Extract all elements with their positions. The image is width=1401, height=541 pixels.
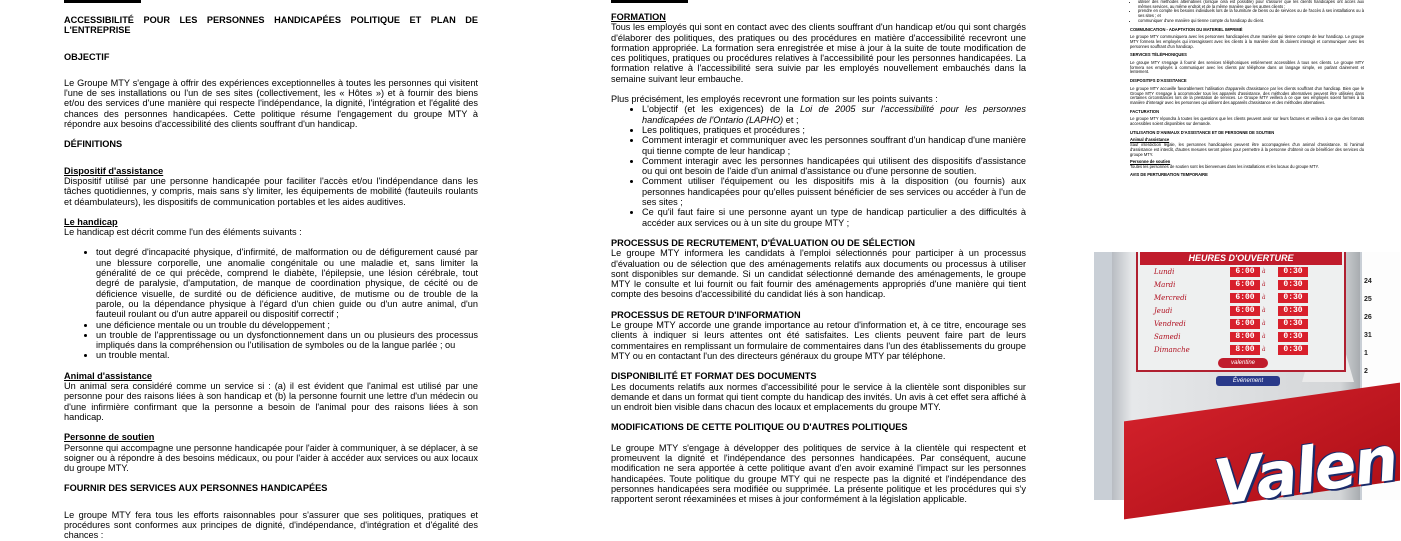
dispo-heading: DISPONIBILITÉ ET FORMAT DES DOCUMENTS [611, 371, 817, 382]
handicap-intro: Le handicap est décrit comme l'un des éléments suivants : [64, 227, 302, 238]
list-item: • utiliser des méthodes alternatives (lorsque cela est possible) pour s'assurer que les clients handicapés ont accès aux mêmes services, au même endroit et de la même manière que les autres clients ; [1138, 0, 1364, 9]
hours-to: à [1262, 333, 1266, 340]
page-top-rule [64, 0, 141, 3]
hours-open: 8:00 [1230, 345, 1260, 355]
hours-to: à [1262, 346, 1266, 353]
window-sticker: Événement [1216, 376, 1280, 386]
soutien-term: Personne de soutien [64, 432, 155, 443]
page-2-column [611, 12, 1026, 504]
fourniture-text: Le groupe MTY fera tous les efforts raisonnables pour s'assurer que ses politiques, pratiques et procédures sont conformes aux principes de dignité, d'indépendance, d'intégration et d'égalité des chances : [64, 509, 478, 541]
animal-text: Un animal sera considéré comme un service si : (a) il est évident que l'animal est utilisé par une personne pour des raisons liées à son handicap et (b) la personne fournit une lettre d'un médecin ou d'une infirmière confirmant que la personne a besoin de l'animal pour des raisons liées à son handicap. [64, 381, 478, 422]
comm-text: Le groupe MTY communiquera avec les personnes handicapées d'une manière qui tienne compte de leur handicap. Le groupe MTY formera les employés qui interagissent avec les clients à la manière dont ils doivent interagir et communiquer avec les personnes souffrant d'un handicap. [1130, 34, 1364, 49]
recrutement-heading: PROCESSUS DE RECRUTEMENT, D'ÉVALUATION OU DE SÉLECTION [611, 237, 916, 248]
hours-row [1142, 268, 1342, 280]
poster-number: 26 [1364, 314, 1372, 321]
list-item: • prendre en compte les besoins individuels lors de la fourniture de biens ou de services ou de l'accès à ses installations ou à ses sites ; et [1138, 9, 1364, 18]
hours-to: à [1262, 294, 1266, 301]
page-3-column [1130, 0, 1364, 177]
hours-close: 0:30 [1278, 345, 1308, 355]
poster-number: 31 [1364, 332, 1372, 339]
modif-heading: MODIFICATIONS DE CETTE POLITIQUE OU D'AUTRES POLITIQUES [611, 422, 908, 433]
hours-to: à [1262, 281, 1266, 288]
hours-day: Mercredi [1154, 294, 1187, 302]
document-page-2 [548, 0, 1088, 505]
definitions-heading: DÉFINITIONS [64, 139, 123, 150]
handicap-list [64, 247, 478, 360]
sign-title: HEURES D'OUVERTURE [1140, 252, 1342, 265]
sign-logo: valentine [1218, 358, 1268, 368]
hours-open: 6:00 [1230, 280, 1260, 290]
list-item-text: et ; [783, 114, 799, 125]
document-page-1 [0, 0, 540, 541]
hours-close: 0:30 [1278, 280, 1308, 290]
soutien-text: Toutes les personnes de soutien sont les bienvenues dans les installations et les locaux du groupe MTY. [1130, 163, 1319, 169]
dispo-text: Les documents relatifs aux normes d'accessibilité pour le service à la clientèle sont disponibles sur demande et dans un format qui tient compte du handicap des invités. Un avis à cet effet sera affiché à un endroit bien visible dans chacun des locaux et emplacements du groupe MTY. [611, 381, 1026, 413]
fact-heading: FACTURATION [1130, 108, 1160, 114]
page-top-rule [611, 0, 688, 3]
hours-open: 6:00 [1230, 306, 1260, 316]
hours-row [1142, 307, 1342, 319]
list-item: • tout degré d'incapacité physique, d'infirmité, de malformation ou de défigurement causé par une blessure corporelle, une anomalie congénitale ou une maladie et, sans limiter la généralité de ce qui précède, comprend le diabète, l'épilepsie, une lésion cérébrale, tout degré de paralysie, d'amputation, de manque de coordination physique, de cécité ou de déficience visuelle, de surdité ou de déficience auditive, de mutisme ou de trouble de la parole, ou la dépendance physique à l'égard d'un chien guide ou d'un autre animal, d'un fauteuil roulant ou d'un autre appareil ou dispositif correctif ; [96, 247, 478, 319]
list-item: • une déficience mentale ou un trouble du développement ; [96, 320, 478, 330]
tel-text: Le groupe MTY s'engage à fournir des services téléphoniques entièrement accessibles à tous ses clients. Le groupe MTY formera ses employés à communiquer avec les clients par téléphone dans un langage simple, en parlant clairement et lentement. [1130, 60, 1364, 75]
hours-open: 6:00 [1230, 267, 1260, 277]
list-item: • Les politiques, pratiques et procédures ; [642, 125, 1026, 135]
hours-row [1142, 294, 1342, 306]
dispositif-text: Dispositif utilisé par une personne handicapée pour faciliter l'accès et/ou l'indépendance dans les tâches quotidiennes, y compris, mais sans s'y limiter, les équipements de mobilité (fauteuils roulants et déambulateurs), les dispositifs de communication portables et les aides auditives. [64, 175, 478, 207]
list-item: • un trouble de l'apprentissage ou un dysfonctionnement dans un ou plusieurs des processus impliqués dans la compréhension ou l'utilisation de symboles ou de la langue parlée ; ou [96, 330, 478, 351]
hours-row [1142, 320, 1342, 332]
hours-close: 0:30 [1278, 332, 1308, 342]
poster-number: 2 [1364, 368, 1368, 375]
hours-row [1142, 346, 1342, 358]
list-item: • Comment interagir et communiquer avec les personnes souffrant d'un handicap d'une manière qui tienne compte de leur handicap ; [642, 135, 1026, 156]
law-name: Loi de 2005 sur l'accessibilité pour les personnes handicapées de l'Ontario (LAPHO) [642, 104, 1026, 125]
hours-day: Vendredi [1154, 320, 1186, 328]
hours-open: 6:00 [1230, 293, 1260, 303]
retour-heading: PROCESSUS DE RETOUR D'INFORMATION [611, 309, 801, 320]
hours-day: Jeudi [1154, 307, 1173, 315]
list-item: • Comment interagir avec les personnes handicapées qui utilisent des dispositifs d'assistance ou qui ont besoin de l'aide d'un animal d'assistance ou d'une personne de soutien. [642, 156, 1026, 177]
modif-text: Le groupe MTY s'engage à développer des politiques de service à la clientèle qui respectent et promeuvent la dignité et l'indépendance des personnes handicapées. Par conséquent, aucune modification ne sera apportée à cette politique avant d'en avoir examiné l'impact sur les personnes handicapées. Toute politique du groupe MTY qui ne respecte pas la dignité et l'indépendance des personnes handicapées sera modifiée ou supprimée. La présente politique et les procédures qui s'y rapportent seront réexaminées et mises à jour conformément à la législation applicable. [611, 442, 1026, 505]
dispositif-term: Dispositif d'assistance [64, 165, 164, 176]
document-page-3 [1096, 0, 1400, 252]
hours-to: à [1262, 320, 1266, 327]
hours-close: 0:30 [1278, 267, 1308, 277]
hours-to: à [1262, 268, 1266, 275]
tel-heading: SERVICES TÉLÉPHONIQUES [1130, 52, 1187, 58]
hours-open: 8:00 [1230, 332, 1260, 342]
list-item [642, 104, 1026, 125]
hours-row [1142, 333, 1342, 345]
recrutement-text: Le groupe MTY informera les candidats à l'emploi sélectionnés pour participer à un processus d'évaluation ou de sélection que des aménagements relatifs aux documents ou processus à utiliser sont disponibles sur demande. Si un candidat sélectionné demande des aménagements, le groupe MTY le consulte et lui fournit ou fait fournir des aménagements appropriés d'une manière qui tient compte des besoins d'accessibilité du candidat liés à son handicap. [611, 248, 1026, 300]
hours-to: à [1262, 307, 1266, 314]
disp-heading: DISPOSITIFS D'ASSISTANCE [1130, 78, 1187, 84]
fourniture-heading: FOURNIR DES SERVICES AUX PERSONNES HANDICAPÉES [64, 483, 328, 494]
points-list [611, 104, 1026, 228]
page-1-column [64, 15, 478, 541]
objectif-text: Le Groupe MTY s'engage à offrir des expériences exceptionnelles à toutes les personnes qui visitent l'une de ses installations ou l'un de ses sites (collectivement, les « Hôtes ») et à fournir des biens et/ou des services d'une manière qui respecte l'indépendance, la dignité, l'intégration et l'égalité des chances des personnes handicapées. Cette politique résume l'engagement du groupe MTY à répondre aux besoins d'accessibilité des clients souffrant d'un handicap. [64, 77, 478, 130]
list-item: • communiquer d'une manière qui tienne compte du handicap du client. [1138, 19, 1364, 24]
hours-close: 0:30 [1278, 306, 1308, 316]
list-item-text: L'objectif (et les exigences) de la [642, 104, 800, 115]
principles-list [1130, 0, 1364, 24]
comm-heading: COMMUNICATION - ADAPTATION DU MATERIEL IMPRIMÉ [1130, 26, 1243, 32]
retour-text: Le groupe MTY accorde une grande importance au retour d'information et, à ce titre, encourage ses clients à indiquer si leurs attentes ont été satisfaites. Les clients peuvent faire part de leurs commentaires en remplissant un formulaire de commentaires dans l'un des établissements du groupe MTY ou en contactant l'un des directeurs généraux du groupe MTY par téléphone. [611, 320, 1026, 361]
policy-title: ACCESSIBILITÉ POUR LES PERSONNES HANDICAPÉES POLITIQUE ET PLAN DE L'ENTREPRISE [64, 15, 478, 36]
objectif-heading: OBJECTIF [64, 51, 110, 62]
animal-text: Sauf interdiction légale, les personnes handicapées peuvent être accompagnées d'un animal d'assistance. Si l'animal d'assistance est interdit, d'autres mesures seront prises pour permettre à la personne d'obtenir ou de bénéficier des services du groupe MTY. [1130, 142, 1364, 157]
handicap-term: Le handicap [64, 216, 118, 227]
list-item: • Ce qu'il faut faire si une personne ayant un type de handicap particulier a des difficultés à accéder aux services ou à un site du groupe MTY ; [642, 207, 1026, 228]
hours-row [1142, 281, 1342, 293]
hours-day: Mardi [1154, 281, 1176, 289]
hours-day: Samedi [1154, 333, 1181, 341]
animal-term: Animal d'assistance [1130, 137, 1170, 143]
animal-term: Animal d'assistance [64, 370, 152, 381]
soutien-text: Personne qui accompagne une personne handicapée pour l'aider à communiquer, à se déplacer, à se soigner ou à répondre à des besoins médicaux, ou pour l'aider à accéder aux services ou aux locaux du groupe MTY. [64, 442, 478, 474]
hours-open: 6:00 [1230, 319, 1260, 329]
hours-day: Lundi [1154, 268, 1175, 276]
points-intro: Plus précisément, les employés recevront une formation sur les points suivants : [611, 94, 938, 105]
hours-day: Dimanche [1154, 346, 1190, 354]
brand-logo: Valen [1209, 421, 1401, 520]
fact-text: Le groupe MTY répondra à toutes les questions que les clients peuvent avoir sur leurs factures et veillera à ce que des formats accessibles soient disponibles sur demande. [1130, 116, 1364, 127]
poster-number: 1 [1364, 350, 1368, 357]
hours-close: 0:30 [1278, 293, 1308, 303]
avis-heading: AVIS DE PERTURBATION TEMPORAIRE [1130, 171, 1208, 177]
opening-hours-sign [1136, 252, 1346, 372]
poster-number: 25 [1364, 296, 1372, 303]
disp-text: Le groupe MTY accueille favorablement l'utilisation d'appareils d'assistance par les clients souffrant d'un handicap. Bien que le Groupe MTY s'engage à accommoder tous les appareils d'assistance, des méthodes alternatives peuvent être utilisées dans certaines circonstances lors de la prestation de services. Le Groupe MTY veillera à ce que ses employés soient formés à la manière d'interagir avec les personnes qui utilisent des appareils d'assistance et des méthodes alternatives. [1130, 85, 1364, 105]
hours-close: 0:30 [1278, 319, 1308, 329]
poster-number: 24 [1364, 278, 1372, 285]
storefront-photo [1094, 252, 1401, 520]
list-item: • Comment utiliser l'équipement ou les dispositifs mis à la disposition (ou fournis) aux personnes handicapées pour qu'elles puissent bénéficier de ses services ou accéder à l'un de ses sites ; [642, 176, 1026, 207]
formation-text: Tous les employés qui sont en contact avec des clients souffrant d'un handicap et/ou qui sont chargés d'élaborer des politiques, des pratiques ou des procédures en matière d'accessibilité recevront une formation appropriée. La formation sera enregistrée et mise à jour à la suite de toute modification de ces politiques, pratiques ou procédures relatives à l'accessibilité pour les personnes handicapées. La formation relative à l'accessibilité sera suivie par les employés nouvellement embauchés dans la semaine suivant leur embauche. [611, 22, 1026, 84]
formation-heading: FORMATION [611, 12, 666, 22]
util-heading: UTILISATION D'ANIMAUX D'ASSISTANCE ET DE PERSONNE DE SOUTIEN [1130, 129, 1275, 135]
soutien-term: Personne de soutien [1130, 159, 1171, 165]
list-item: • un trouble mental. [96, 350, 478, 360]
